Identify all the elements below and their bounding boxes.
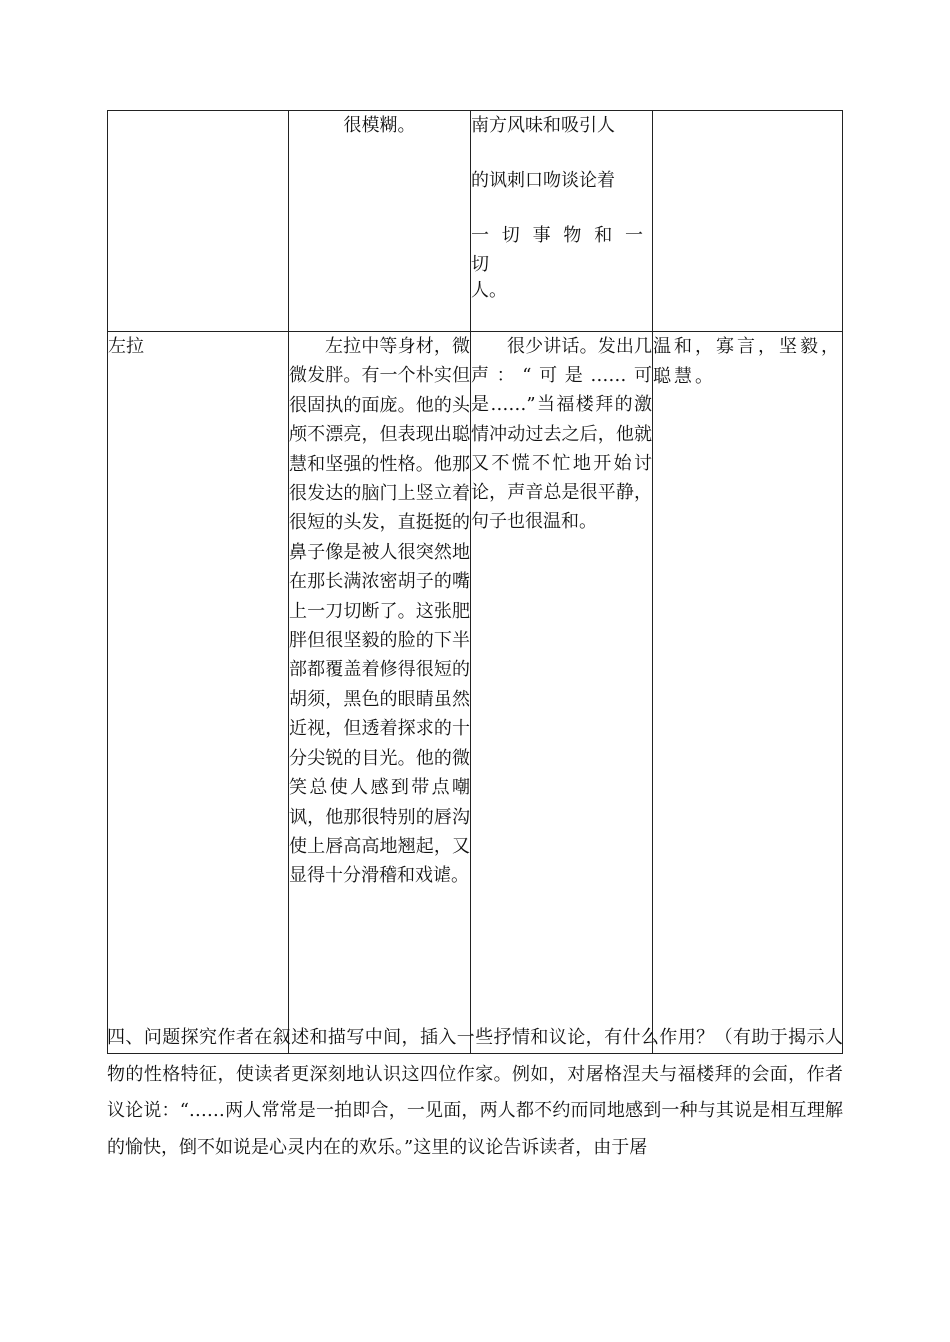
speech-cell [471,332,653,1054]
name-cell [108,332,289,1054]
character-cell [653,111,843,332]
appearance-cell [289,111,471,332]
speech-line: 一切事物和一切 [471,225,652,275]
character-name: 左拉 [108,336,144,357]
body-paragraph: 四、问题探究作者在叙述和描写中间，插入一些抒情和议论，有什么作用？（有助于揭示人物的性格特征，使读者更深刻地认识这四位作家。例如，对屠格涅夫与福楼拜的会面，作者议论说：“……两人常常是一拍即合，一见面，两人都不约而同地感到一种与其说是相互理解的愉快，倒不如说是心灵内在的欢乐。”这里的议论告诉读者，由于屠 [107,1027,843,1158]
speech-text: 很少讲话。发出几声：“可是……可是……”当福楼拜的激情冲动过去之后，他就又不慌不忙地开始讨论，声音总是很平静，句子也很温和。 [471,336,652,533]
name-cell [108,111,289,332]
character-cell [653,332,843,1054]
appearance-cell [289,332,471,1054]
table-row [108,111,843,332]
appearance-text: 左拉中等身材，微微发胖。有一个朴实但很固执的面庞。他的头颅不漂亮，但表现出聪慧和坚强的性格。他那很发达的脑门上竖立着很短的头发，直挺挺的鼻子像是被人很突然地在那长满浓密胡子的嘴上一刀切断了。这张肥胖但很坚毅的脸的下半部都覆盖着修得很短的胡须，黑色的眼睛虽然近视，但透着探求的十分尖锐的目光。他的微笑总使人感到带点嘲讽，他那很特别的唇沟使上唇高高地翘起，又显得十分滑稽和戏谑。 [289,336,470,887]
speech-line: 的讽刺口吻谈论着 [471,170,615,191]
speech-line: 人。 [471,280,507,301]
character-traits-text: 温和，寡言，坚毅，聪慧。 [653,336,842,387]
table-row [108,332,843,1054]
speech-line: 南方风味和吸引人 [471,115,615,136]
character-table [107,110,843,1054]
speech-cell [471,111,653,332]
appearance-text: 很模糊。 [343,115,416,136]
